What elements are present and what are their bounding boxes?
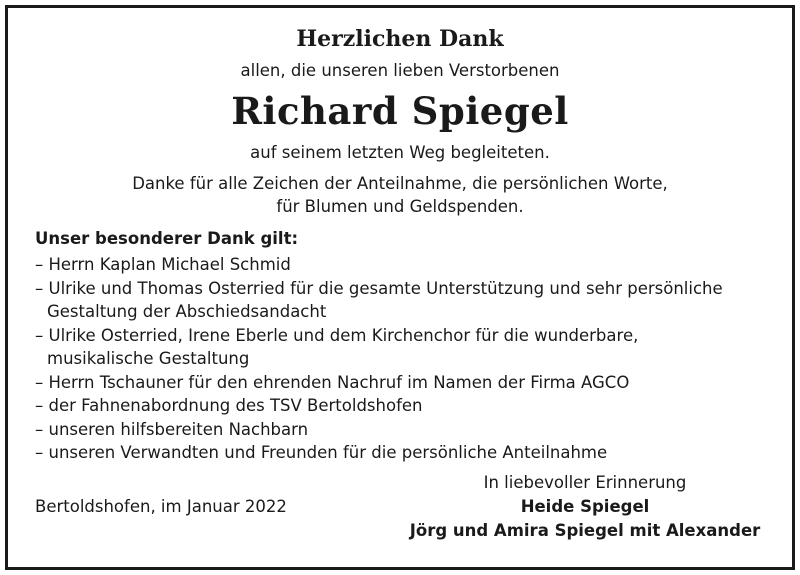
list-item	[35, 277, 785, 324]
list-item-line: – unseren hilfsbereiten Nachbarn	[35, 419, 309, 439]
list-item	[35, 324, 785, 371]
list-item	[35, 418, 785, 442]
list-item-line-continued: Gestaltung der Abschiedsandacht	[47, 302, 327, 321]
list-item-line: – Ulrike Osterried, Irene Eberle und dem Kirchenchor für die wunderbare,	[35, 325, 639, 345]
special-thanks-title: Unser besonderer Dank gilt:	[35, 229, 299, 248]
signature-intro: In liebevoller Erinnerung	[483, 473, 687, 492]
signature-name-2: Jörg und Amira Spiegel mit Alexander	[409, 521, 761, 540]
heading: Herzlichen Dank	[296, 26, 504, 52]
list-item	[35, 253, 785, 277]
intro-text: allen, die unseren lieben Verstorbenen	[240, 61, 560, 80]
place-date: Bertoldshofen, im Januar 2022	[35, 497, 287, 516]
list-item	[35, 394, 785, 418]
list-item-line: – der Fahnenabordnung des TSV Bertoldshofen	[35, 396, 423, 415]
outro-text: auf seinem letzten Weg begleiteten.	[250, 143, 550, 162]
list-item-line: – Ulrike und Thomas Osterried für die gesamte Unterstützung und sehr persönliche	[35, 278, 723, 298]
thanks-text	[0, 172, 800, 218]
list-item-line-continued: musikalische Gestaltung	[47, 349, 250, 368]
thanks-line-2: für Blumen und Geldspenden.	[276, 197, 524, 216]
list-item-line: – unseren Verwandten und Freunden für die persönliche Anteilnahme	[35, 443, 608, 462]
list-item-line: – Herrn Tschauner für den ehrenden Nachruf im Namen der Firma AGCO	[35, 372, 630, 392]
list-item	[35, 441, 785, 465]
signature-name-1: Heide Spiegel	[520, 497, 650, 516]
list-item	[35, 371, 785, 395]
special-thanks-list	[35, 253, 785, 465]
thanks-line-1: Danke für alle Zeichen der Anteilnahme, die persönlichen Worte,	[132, 174, 668, 193]
deceased-name: Richard Spiegel	[231, 89, 569, 133]
list-item-line: – Herrn Kaplan Michael Schmid	[35, 255, 291, 274]
